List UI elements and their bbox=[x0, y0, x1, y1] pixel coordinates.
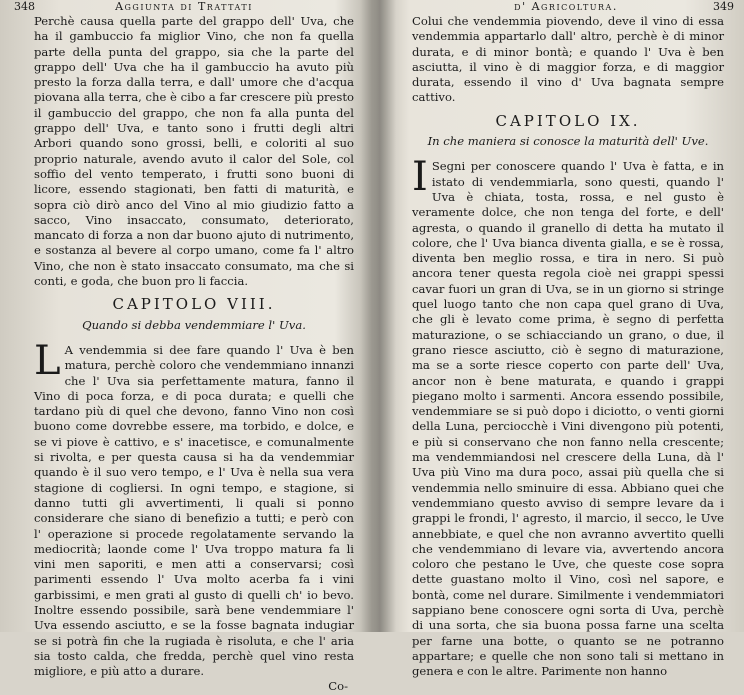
chapter-8-heading: CAPITOLO VIII. bbox=[112, 295, 276, 314]
chapter-8-subtitle: Quando si debba vendemmiare l' Uva. bbox=[82, 317, 306, 332]
book-gutter bbox=[360, 0, 396, 632]
left-running-head bbox=[4, 0, 364, 14]
chapter-9-text: Segni per conoscere quando l' Uva è fatta, e in istato di vendemmiarla, sono questi, quando l' Uva è chiata, tosta, rossa, e nel gusto è veramente dolce, che non tenga del forte, e dell' agresta, o quando il granello di detta ha mutato il colore, che l' Uva bianca diventa gialla, e se è rossa, diventa ben meglio rossa, e tira in nero. Si può ancora tener questa regola cioè nei grappi spessi cavar fuori un gran di Uva, se in un giorno si stringe quel luogo tanto che non capa quel grano di Uva, che gli è levato come prima, è segno di perfetta maturazione, o se schiacciando un grano, o due, il grano riesce asciutto, ciò è segno di maturazione, ma se a sorte riesce coperto con parte dell' Uva, ancor non è bene maturata, e quando i grappi piegano molto i sarmenti. Ancora essendo possibile, vendemmiare se si può dopo i diciotto, o venti giorni della Luna, perciocchè i Vini divengono più potenti, e più si conservano che non fanno nella crescente; ma vendemmiandosi nel crescere della Luna, dà l' Uva più Vino ma dura poco, assai più quella che si vendemmia nello sminuire di essa. Abbiano quei che vendemmiano questo avviso di sempre levare da i grappi le frondi, l' agresto, il marcio, il secco, le Uve annebbiate, e quel che non avranno avvertito quelli che vendemmiano di levare via, avvertendo ancora coloro che pestano le Uve, che queste cose sopra dette guastano molto il Vino, così nel sapore, e bontà, come nel durare. Similmente i vendemmiatori sappiano bene conoscere ogni sorta di Uva, perchè di una sorta, che sia buona possa farne una scelta per farne una botte, o quanto se ne potranno appartare; e quelle che non sono tali si mettano in genera e con le altre. Parimente non hanno bbox=[412, 159, 724, 679]
right-top-paragraph: Colui che vendemmia piovendo, deve il vino di essa vendemmia appartarlo dall' altro, perchè è di minor durata, e di minor bontà; e quando l' Uva è ben asciutta, il vino è di maggior forza, e di maggior durata, essendo il vino d' Uva bagnata sempre cattivo. bbox=[412, 14, 724, 105]
chapter-8-paragraph bbox=[34, 337, 354, 680]
left-top-paragraph: Perchè causa quella parte del grappo dell' Uva, che ha il gambuccio fa miglior Vino, che non fa quella parte della punta del grappo, sia che la parte del grappo dell' Uva che ha il gambuccio ha avuto più presto la forza dalla terra, e dall' umore che d'acqua piovana alla terra, che è cibo a far crescere più presto il gambuccio del grappo, che non fa alla punta del grappo dell' Uva, e tanto sono i frutti degli altri Arbori quando sono grossi, belli, e coloriti al suo proprio naturale, avendo avuto il calor del Sole, col soffio del vento temperato, i frutti sono buoni di licore, essendo stagionati, ben fatti di maturità, e sopra ciò dirò anco del Vino al mio giudizio fatto a sacco, Vino insaccato, consumato, deteriorato, mancato di forza a non dar buono ajuto di nutrimento, e sostanza al bevere al corpo umano, come fa l' altro Vino, che non è stato insaccato consumato, ma che si conti, e goda, che buon pro li faccia. bbox=[34, 14, 354, 289]
chapter-8-text: A vendemmia si dee fare quando l' Uva è ben matura, perchè coloro che vendemmiano innanzi che l' Uva sia perfettamente matura, fanno il Vino di poca forza, e di poca durata; e quelli che tardano più di quel che devono, fanno Vino non così buono come dovrebbe essere, ma torbido, e dolce, e se vi piove è cattivo, e s' inacetisce, e comunalmente si rivolta, e per questa causa si ha da vendemmiar quando è il suo vero tempo, e l' Uva è nella sua vera stagione di cogliersi. In ogni tempo, e stagione, si danno tutti gli avvertimenti, li quali si ponno considerare che siano di benefizio a tutti; e però con l' operazione si procede regolatamente servando la mediocrità; laonde come l' Uva troppo matura fa li vini men saporiti, e men atti a conservarsi; così parimenti essendo l' Uva molto acerba fa i vini garbissimi, e men grati al gusto di quelli ch' io bevo. Inoltre essendo possibile, sarà bene vendemmiare l' Uva essendo asciutto, e se la fosse bagnata indugiar se si potrà fin che la rugiada è risoluta, e che l' aria sia tosto calda, che fredda, perchè quel vino resta migliore, e più atto a durare. bbox=[34, 342, 354, 679]
right-page bbox=[392, 0, 740, 679]
left-page-body bbox=[4, 14, 364, 695]
left-catchword: Co- bbox=[328, 679, 348, 694]
left-page-number: 348 bbox=[14, 0, 35, 13]
left-running-title: Aggiunta di Trattati bbox=[115, 0, 253, 13]
chapter-9-dropcap: I bbox=[412, 154, 428, 201]
left-page bbox=[4, 0, 364, 694]
right-running-head bbox=[392, 0, 740, 14]
right-page-number: 349 bbox=[713, 0, 734, 13]
right-page-body bbox=[392, 14, 740, 679]
chapter-9-heading: CAPITOLO IX. bbox=[495, 111, 641, 130]
chapter-9-subtitle: In che maniera si conosce la maturità dell' Uve. bbox=[427, 134, 709, 149]
right-running-title: d' Agricoltura. bbox=[514, 0, 618, 13]
chapter-9-paragraph bbox=[412, 154, 724, 679]
chapter-8-dropcap: L bbox=[34, 337, 61, 384]
